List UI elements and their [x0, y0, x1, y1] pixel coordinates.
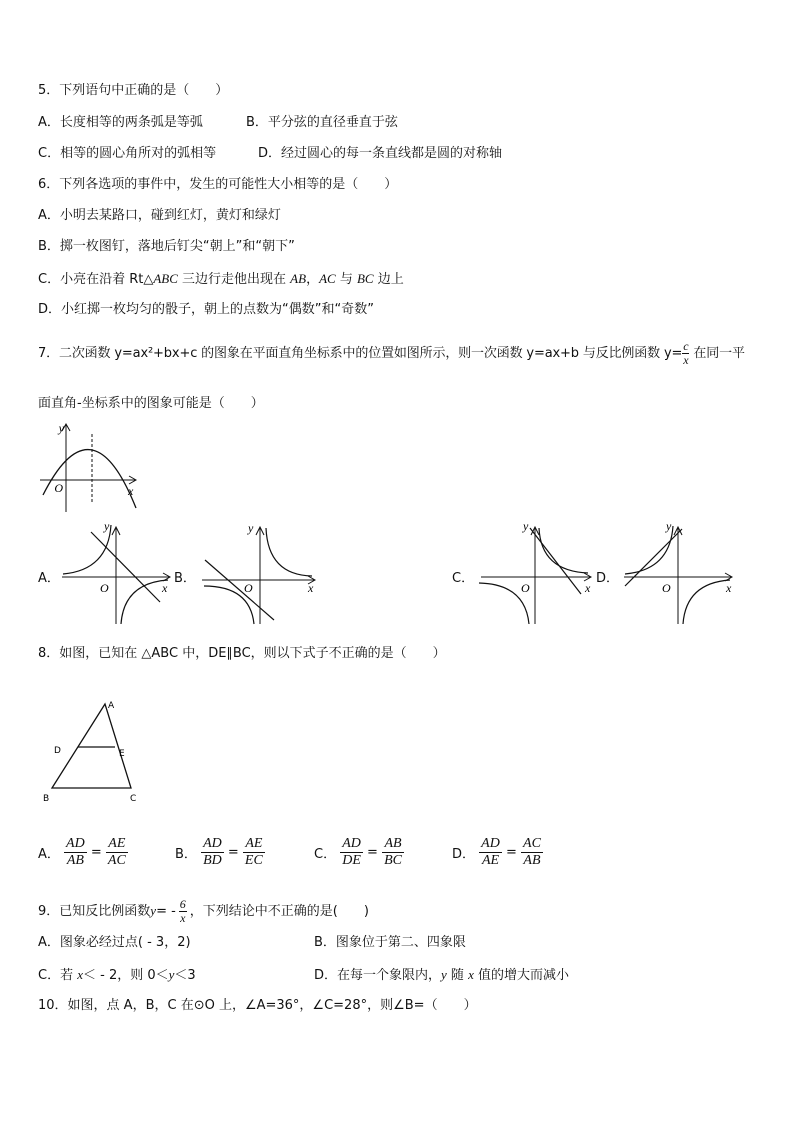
q6-option-c: [38, 270, 404, 289]
q7-option-a-graph: [58, 520, 173, 625]
q8-a-n2: AE: [106, 836, 128, 853]
q8-c-d1: DE: [342, 853, 361, 868]
q8-option-a: [38, 836, 128, 869]
q7-option-a-label: A．: [38, 571, 60, 586]
q9-y: y: [150, 903, 157, 918]
q9-d-y: y: [441, 967, 447, 982]
q8-b-n2: AE: [243, 836, 265, 853]
q6-c-pre: C．小亮在沿着 Rt△: [38, 272, 154, 287]
q8-d-n1: AD: [481, 836, 500, 851]
q8-d-d1: AE: [481, 853, 500, 868]
q7-stem-pre: 7．二次函数 y=ax²+bx+c 的图象在平面直角坐标系中的位置如图所示，则一次函数 y=ax+b 与反比例函数 y=: [38, 346, 683, 361]
q5-option-d: D．经过圆心的每一条直线都是圆的对称轴: [258, 146, 503, 161]
q8-a-frac1: [64, 836, 87, 869]
q8-b-eq: =: [227, 845, 239, 860]
q8-c-frac1: [340, 836, 363, 869]
q8-d-frac1: [479, 836, 502, 869]
q6-c-ab: AB: [290, 271, 307, 286]
q8-d-frac2: [521, 836, 543, 869]
q7-option-b-label: B．: [174, 571, 196, 586]
q7-b-y-label: y: [248, 521, 254, 535]
q8-b-frac2: [243, 836, 265, 869]
q8-c-n2: AB: [382, 836, 404, 853]
q7-option-d-label: D．: [596, 571, 620, 586]
q6-c-mid: 三边行走他出现在: [177, 272, 291, 287]
q8-point-b: B: [43, 794, 50, 804]
q6-c-post: 边上: [373, 272, 404, 287]
q6-c-bc: BC: [356, 271, 374, 286]
q8-option-c: [314, 836, 404, 869]
q7-d-x-label: x: [726, 581, 732, 595]
q7-stem-line2: 面直角-坐标系中的图象可能是（ ）: [38, 396, 264, 411]
q7-option-d-graph: [620, 520, 740, 625]
q9-stem-post: ，下列结论中不正确的是( ): [189, 904, 369, 919]
q7-d-y-label: y: [666, 519, 672, 533]
q6-c-abc: ABC: [153, 271, 178, 286]
q7-frac-den: x: [683, 353, 689, 367]
q8-triangle-figure: [38, 700, 148, 810]
q7-d-origin: O: [662, 581, 671, 595]
q8-d-label: D．: [452, 847, 476, 862]
q8-option-d: [452, 836, 543, 869]
q7-option-b-graph: [200, 520, 320, 625]
q8-a-frac2: [106, 836, 128, 869]
q9-d-x: x: [468, 967, 474, 982]
q8-c-label: C．: [314, 847, 337, 862]
q7-stem-post: 在同一平: [689, 346, 745, 361]
q6-option-d: D．小红掷一枚均匀的骰子，朝上的点数为“偶数”和“奇数”: [38, 302, 374, 317]
q7-a-x-label: x: [162, 581, 168, 595]
q8-b-d2: EC: [244, 853, 263, 868]
q8-b-label: B．: [175, 847, 197, 862]
q5-option-b: B．平分弦的直径垂直于弦: [246, 115, 398, 130]
q9-stem-pre: 9．已知反比例函数: [38, 904, 151, 919]
q8-point-c: C: [130, 794, 137, 804]
q8-c-frac2: [382, 836, 404, 869]
q9-d-pre: D．在每一个象限内，: [314, 968, 442, 983]
q8-b-d1: BD: [203, 853, 222, 868]
q9-option-c: [38, 966, 196, 985]
q9-option-b: B．图象位于第二、四象限: [314, 935, 466, 950]
q6-c-and: 与: [335, 272, 357, 287]
q8-c-d2: BC: [384, 853, 402, 868]
q7-option-c-label: C．: [452, 571, 475, 586]
q5-stem: 5．下列语句中正确的是（ ）: [38, 83, 229, 98]
q10-stem: 10．如图，点 A，B，C 在⊙O 上，∠A=36°，∠C=28°，则∠B=（ ）: [38, 998, 477, 1013]
q9-c-pre: C．若: [38, 968, 78, 983]
q7-c-x-label: x: [585, 581, 591, 595]
q8-a-n1: AD: [66, 836, 85, 851]
q8-b-n1: AD: [203, 836, 222, 851]
q7-option-c-graph: [475, 520, 595, 625]
q8-option-b: [175, 836, 265, 869]
q8-d-eq: =: [505, 845, 517, 860]
q6-option-a: A．小明去某路口，碰到红灯，黄灯和绿灯: [38, 208, 281, 223]
q9-c-post: ＜3: [174, 968, 196, 983]
q6-c-ac: AC: [319, 271, 336, 286]
q8-a-d2: AC: [107, 853, 126, 868]
q7-parabola-figure: [38, 420, 138, 515]
q8-a-label: A．: [38, 847, 60, 862]
q9-d-mid: 随: [446, 968, 469, 983]
q9-option-d: [314, 966, 569, 985]
q7-fig-x-label: x: [128, 484, 134, 498]
q9-eqminus: = -: [156, 904, 176, 919]
q7-a-origin: O: [100, 581, 109, 595]
q9-d-post: 值的增大而减小: [473, 968, 569, 983]
q9-fraction: [179, 898, 187, 925]
q7-stem: [38, 340, 745, 367]
q7-c-origin: O: [521, 581, 530, 595]
q7-b-origin: O: [244, 581, 253, 595]
q8-point-a: A: [108, 701, 115, 711]
q5-option-a: A．长度相等的两条弧是等弧: [38, 115, 203, 130]
q9-stem: [38, 898, 369, 925]
q5-option-c: C．相等的圆心角所对的弧相等: [38, 146, 217, 161]
q9-option-a: A．图象必经过点( - 3，2): [38, 935, 191, 950]
q8-point-d: D: [54, 746, 61, 756]
q9-c-x: x: [77, 967, 83, 982]
q8-d-n2: AC: [523, 836, 541, 851]
q9-c-mid: ＜ - 2，则 0＜: [83, 968, 169, 983]
q8-point-e: E: [119, 749, 125, 759]
q8-c-n1: AD: [342, 836, 361, 851]
q6-stem: 6．下列各选项的事件中，发生的可能性大小相等的是（ ）: [38, 177, 398, 192]
q8-stem: 8．如图，已知在 △ABC 中，DE∥BC，则以下式子不正确的是（ ）: [38, 646, 446, 661]
q6-option-b: B．掷一枚图钉，落地后钉尖“朝上”和“朝下”: [38, 239, 295, 254]
q8-d-d2: AB: [523, 853, 541, 868]
q7-b-x-label: x: [308, 581, 314, 595]
q7-a-y-label: y: [104, 519, 110, 533]
q9-frac-den: x: [180, 911, 186, 925]
q9-c-y: y: [168, 967, 175, 982]
q7-fig-y-label: y: [58, 421, 64, 435]
q7-c-y-label: y: [523, 519, 529, 533]
q7-fig-origin: O: [54, 481, 63, 495]
q8-c-eq: =: [367, 845, 378, 860]
q8-a-eq: =: [90, 845, 102, 860]
q8-a-d1: AB: [66, 853, 84, 868]
q8-b-frac1: [201, 836, 224, 869]
q7-frac-num: c: [683, 339, 689, 353]
q9-frac-num: 6: [179, 897, 186, 911]
q6-c-sep: ，: [306, 272, 320, 287]
